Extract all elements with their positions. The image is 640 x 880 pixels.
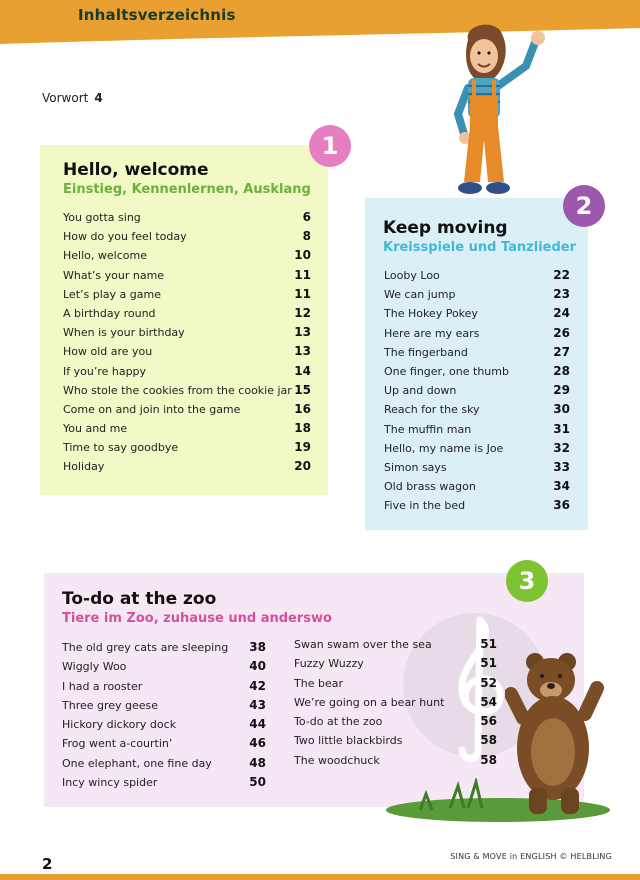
- list-item[interactable]: [62, 717, 266, 736]
- list-item[interactable]: [63, 421, 311, 440]
- song-title: To-do at the zoo: [294, 715, 383, 729]
- page-number: 20: [294, 459, 311, 474]
- page-number: 38: [249, 640, 266, 654]
- page-number: 13: [294, 325, 311, 340]
- song-title: A birthday round: [63, 306, 156, 320]
- page-number: 16: [294, 401, 311, 416]
- vorwort-entry[interactable]: [42, 91, 103, 105]
- song-title: Hickory dickory dock: [62, 718, 177, 732]
- page-number: 26: [553, 325, 570, 340]
- song-title: Incy wincy spider: [62, 776, 158, 790]
- page-number: 31: [553, 421, 570, 436]
- list-item[interactable]: [62, 756, 266, 775]
- page-number: 10: [294, 248, 311, 263]
- list-item[interactable]: [63, 287, 311, 306]
- page-number: 58: [480, 733, 497, 748]
- song-title: Fuzzy Wuzzy: [294, 657, 364, 671]
- list-item[interactable]: [294, 733, 497, 752]
- section-1-badge: 1: [309, 125, 351, 167]
- list-item[interactable]: [294, 656, 497, 675]
- bear-illustration: [505, 648, 610, 818]
- song-title: When is your birthday: [63, 326, 185, 340]
- list-item[interactable]: [63, 229, 311, 248]
- section-3-badge: 3: [506, 560, 548, 602]
- song-title: You gotta sing: [63, 211, 141, 224]
- page-number: 12: [294, 305, 311, 320]
- page-number: 43: [249, 697, 266, 712]
- song-title: I had a rooster: [62, 679, 143, 693]
- song-title: Swan swam over the sea: [294, 638, 432, 651]
- list-item[interactable]: [63, 383, 311, 402]
- page-number: 50: [249, 775, 266, 790]
- footer-band: [0, 874, 640, 880]
- song-title: The fingerband: [384, 345, 468, 359]
- song-title: One finger, one thumb: [384, 364, 509, 378]
- page-number: 51: [480, 637, 497, 651]
- song-title: You and me: [63, 422, 128, 436]
- section-1-subtitle: Einstieg, Kennenlernen, Ausklang: [63, 182, 311, 197]
- page-number: 58: [480, 752, 497, 767]
- song-title: If you’re happy: [63, 364, 147, 378]
- song-title: Here are my ears: [384, 326, 480, 340]
- page-number: 11: [294, 267, 311, 282]
- page-number: 19: [294, 440, 311, 455]
- section-3-list-right: [294, 637, 497, 772]
- page-number: 22: [553, 268, 570, 282]
- list-item[interactable]: [294, 676, 497, 695]
- page-number-footer: 2: [42, 855, 53, 873]
- girl-illustration: [440, 22, 560, 208]
- song-title: Looby Loo: [384, 269, 440, 282]
- list-item[interactable]: [294, 695, 497, 714]
- section-1-title: Hello, welcome: [63, 160, 209, 180]
- list-item[interactable]: [384, 345, 570, 364]
- page-number: 42: [249, 678, 266, 693]
- page-number: 15: [294, 382, 311, 397]
- song-title: Let’s play a game: [63, 287, 161, 301]
- page-number: 52: [480, 675, 497, 690]
- list-item[interactable]: [63, 248, 311, 267]
- song-title: How old are you: [63, 345, 153, 359]
- list-item[interactable]: [384, 383, 570, 402]
- page-number: 30: [553, 402, 570, 417]
- page-title: Inhaltsverzeichnis: [78, 6, 236, 24]
- song-title: Old brass wagon: [384, 480, 476, 494]
- song-title: Wiggly Woo: [62, 660, 127, 674]
- list-item[interactable]: [62, 736, 266, 755]
- song-title: Up and down: [384, 384, 457, 398]
- song-title: Five in the bed: [384, 499, 466, 513]
- song-title: The woodchuck: [294, 753, 380, 767]
- page-number: 18: [294, 421, 311, 436]
- list-item[interactable]: [384, 364, 570, 383]
- section-3-subtitle: Tiere im Zoo, zuhause und anderswo: [62, 611, 332, 626]
- list-item[interactable]: [62, 679, 266, 698]
- section-2-title: Keep moving: [383, 218, 508, 238]
- page-number: 34: [553, 479, 570, 494]
- list-item[interactable]: [63, 440, 311, 459]
- song-title: Two little blackbirds: [294, 734, 403, 748]
- song-title: The muffin man: [384, 422, 472, 436]
- song-title: Three grey geese: [62, 698, 159, 712]
- page-number: 36: [553, 498, 570, 513]
- vorwort-page: 4: [94, 91, 103, 105]
- list-item[interactable]: [63, 210, 311, 229]
- page-number: 27: [553, 344, 570, 359]
- list-item[interactable]: [63, 306, 311, 325]
- section-2-badge: 2: [563, 185, 605, 227]
- section-2-subtitle: Kreisspiele und Tanzlieder: [383, 240, 577, 255]
- list-item[interactable]: [62, 640, 266, 659]
- song-title: The bear: [294, 676, 343, 690]
- list-item[interactable]: [62, 698, 266, 717]
- page-number: 13: [294, 344, 311, 359]
- list-item[interactable]: [294, 637, 497, 656]
- page-number: 11: [294, 286, 311, 301]
- page-number: 8: [302, 229, 311, 244]
- page-number: 33: [553, 459, 570, 474]
- song-title: How do you feel today: [63, 230, 187, 244]
- list-item[interactable]: [294, 714, 497, 733]
- list-item[interactable]: [294, 753, 497, 772]
- page-number: 23: [553, 287, 570, 302]
- list-item[interactable]: [384, 402, 570, 421]
- list-item[interactable]: [63, 459, 311, 478]
- page-number: 56: [480, 714, 497, 729]
- song-title: Time to say goodbye: [63, 441, 179, 455]
- list-item[interactable]: [63, 364, 311, 383]
- song-title: Hello, welcome: [63, 249, 147, 263]
- song-title: Who stole the cookies from the cookie jar: [63, 383, 292, 397]
- song-title: We’re going on a bear hunt: [294, 695, 445, 709]
- page-number: 51: [480, 656, 497, 671]
- page-number: 46: [249, 736, 266, 751]
- list-item[interactable]: [384, 306, 570, 325]
- section-3-title: To-do at the zoo: [62, 589, 217, 609]
- song-title: One elephant, one fine day: [62, 756, 212, 770]
- song-title: Frog went a-courtin’: [62, 737, 173, 751]
- song-title: Reach for the sky: [384, 403, 480, 417]
- list-item[interactable]: [384, 460, 570, 479]
- page-number: 54: [480, 694, 497, 709]
- page-number: 44: [249, 717, 266, 732]
- list-item[interactable]: [384, 326, 570, 345]
- list-item[interactable]: [63, 268, 311, 287]
- vorwort-label: Vorwort: [42, 91, 89, 105]
- song-title: We can jump: [384, 288, 456, 302]
- section-2-list: [384, 268, 570, 517]
- page-number: 32: [553, 440, 570, 455]
- list-item[interactable]: [384, 268, 570, 287]
- list-item[interactable]: [63, 325, 311, 344]
- page-number: 6: [302, 210, 311, 224]
- list-item[interactable]: [63, 402, 311, 421]
- song-title: Simon says: [384, 460, 447, 474]
- list-item[interactable]: [62, 775, 266, 794]
- song-title: Holiday: [63, 460, 105, 474]
- list-item[interactable]: [384, 441, 570, 460]
- section-3-list-left: [62, 640, 266, 794]
- list-item[interactable]: [384, 498, 570, 517]
- page-number: 48: [249, 755, 266, 770]
- song-title: The Hokey Pokey: [384, 307, 478, 321]
- section-1-list: [63, 210, 311, 479]
- page-number: 40: [249, 659, 266, 674]
- song-title: What’s your name: [63, 268, 165, 282]
- list-item[interactable]: [384, 479, 570, 498]
- list-item[interactable]: [384, 422, 570, 441]
- footer-credit: SING & MOVE in ENGLISH © HELBLING: [450, 852, 612, 861]
- page-number: 29: [553, 383, 570, 398]
- page-number: 24: [553, 306, 570, 321]
- song-title: Hello, my name is Joe: [384, 441, 504, 455]
- page-number: 14: [294, 363, 311, 378]
- list-item[interactable]: [384, 287, 570, 306]
- song-title: Come on and join into the game: [63, 402, 241, 416]
- list-item[interactable]: [62, 659, 266, 678]
- page-number: 28: [553, 363, 570, 378]
- list-item[interactable]: [63, 344, 311, 363]
- song-title: The old grey cats are sleeping: [62, 641, 229, 654]
